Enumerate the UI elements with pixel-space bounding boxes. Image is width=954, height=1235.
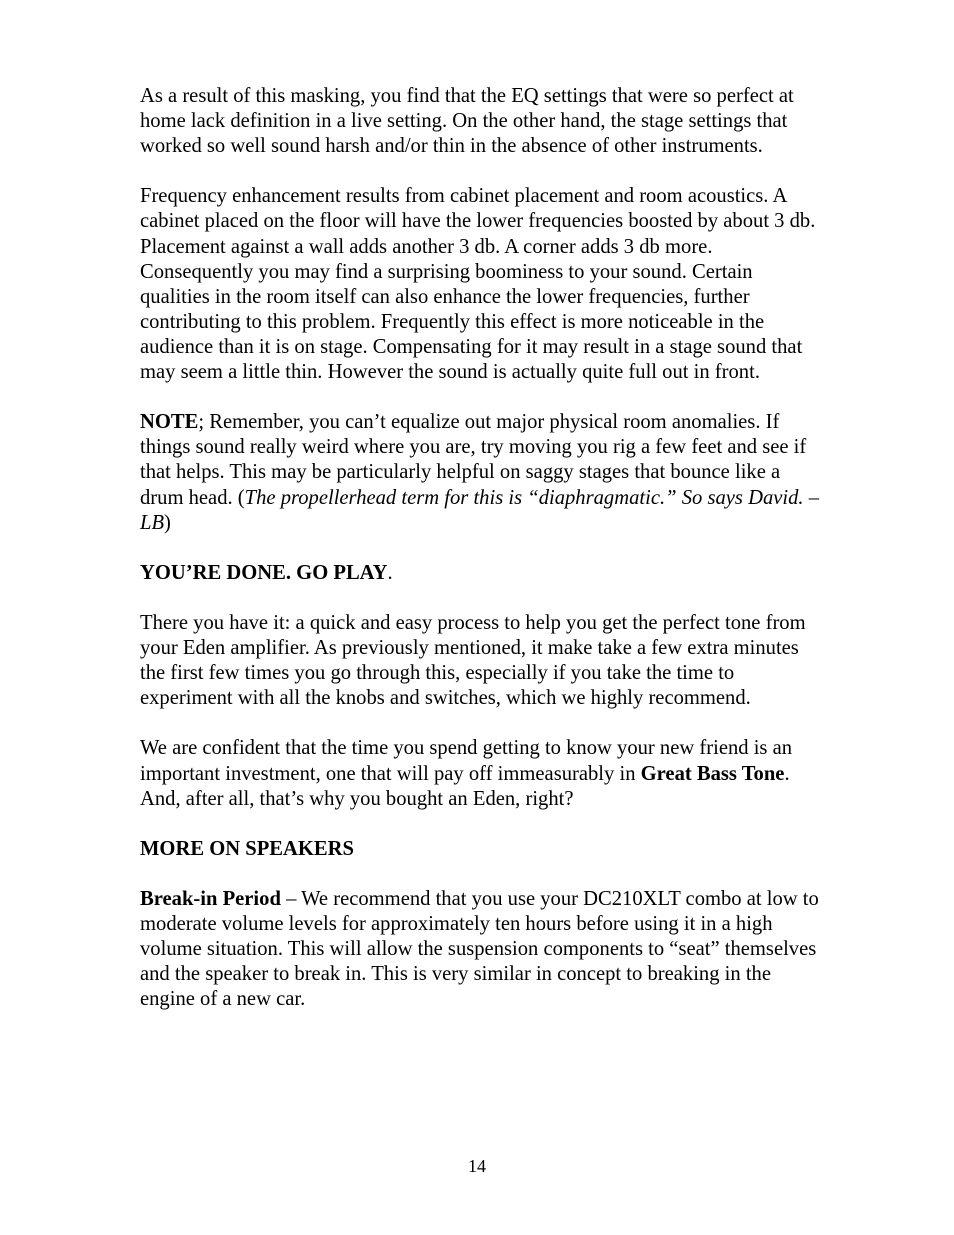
- great-bass-tone: Great Bass Tone: [640, 762, 785, 785]
- paragraph-break-in-period: [140, 887, 820, 1012]
- note-italic-aside: The propellerhead term for this is “diaphragmatic.” So says David. – LB: [140, 486, 819, 534]
- paragraph-note: [140, 410, 820, 535]
- note-text: ; Remember, you can’t equalize out major physical room anomalies. If things sound really weird where you are, try moving you rig a few feet and see if that helps. This may be particularly helpful on saggy stages that bounce like a drum head. (: [140, 411, 807, 509]
- page-number: 14: [468, 1156, 486, 1176]
- break-in-text: – We recommend that you use your DC210XLT combo at low to moderate volume levels for approximately ten hours before using it in a high volume situation. This will allow the suspension components to “seat” themselves and the speaker to break in. This is very similar in concept to breaking in the engine of a new car.: [140, 888, 819, 1011]
- note-label: NOTE: [140, 411, 199, 434]
- heading-more-on-speakers: [140, 837, 820, 862]
- break-in-label: Break-in Period: [140, 888, 281, 910]
- paragraph-there-you-have-it: There you have it: a quick and easy process to help you get the perfect tone from your Eden amplifier. As previously mentioned, it make take a few extra minutes the first few times you go through this, especially if you take the time to experiment with all the knobs and switches, which we highly recommend.: [140, 611, 806, 710]
- speakers-heading-text: MORE ON SPEAKERS: [140, 837, 354, 860]
- done-heading-period: .: [387, 561, 393, 584]
- note-closing: ): [164, 511, 171, 534]
- document-body: [140, 84, 820, 1038]
- paragraph-frequency-enhancement: Frequency enhancement results from cabinet placement and room acoustics. A cabinet placed on the floor will have the lower frequencies boosted by about 3 db. Placement against a wall adds another 3 db. A corner adds 3 db more. Consequently you may find a surprising boominess to your sound. Certain qualities in the room itself can also enhance the lower frequencies, further contributing to this problem. Frequently this effect is more noticeable in the audience than it is on stage. Compensating for it may result in a stage sound that may seem a little thin. However the sound is actually quite full out in front.: [140, 185, 816, 384]
- heading-done: [140, 561, 820, 586]
- confident-closing: . And, after all, that’s why you bought an Eden, right?: [140, 762, 790, 810]
- paragraph-confident: [140, 736, 820, 811]
- done-heading-text: YOU’RE DONE. GO PLAY: [140, 561, 388, 584]
- paragraph-masking: As a result of this masking, you find that the EQ settings that were so perfect at home lack definition in a live setting. On the other hand, the stage settings that worked so well sound harsh and/or thin in the absence of other instruments.: [140, 85, 794, 158]
- confident-text: We are confident that the time you spend getting to know your new friend is an important investment, one that will pay off immeasurably in: [140, 737, 793, 785]
